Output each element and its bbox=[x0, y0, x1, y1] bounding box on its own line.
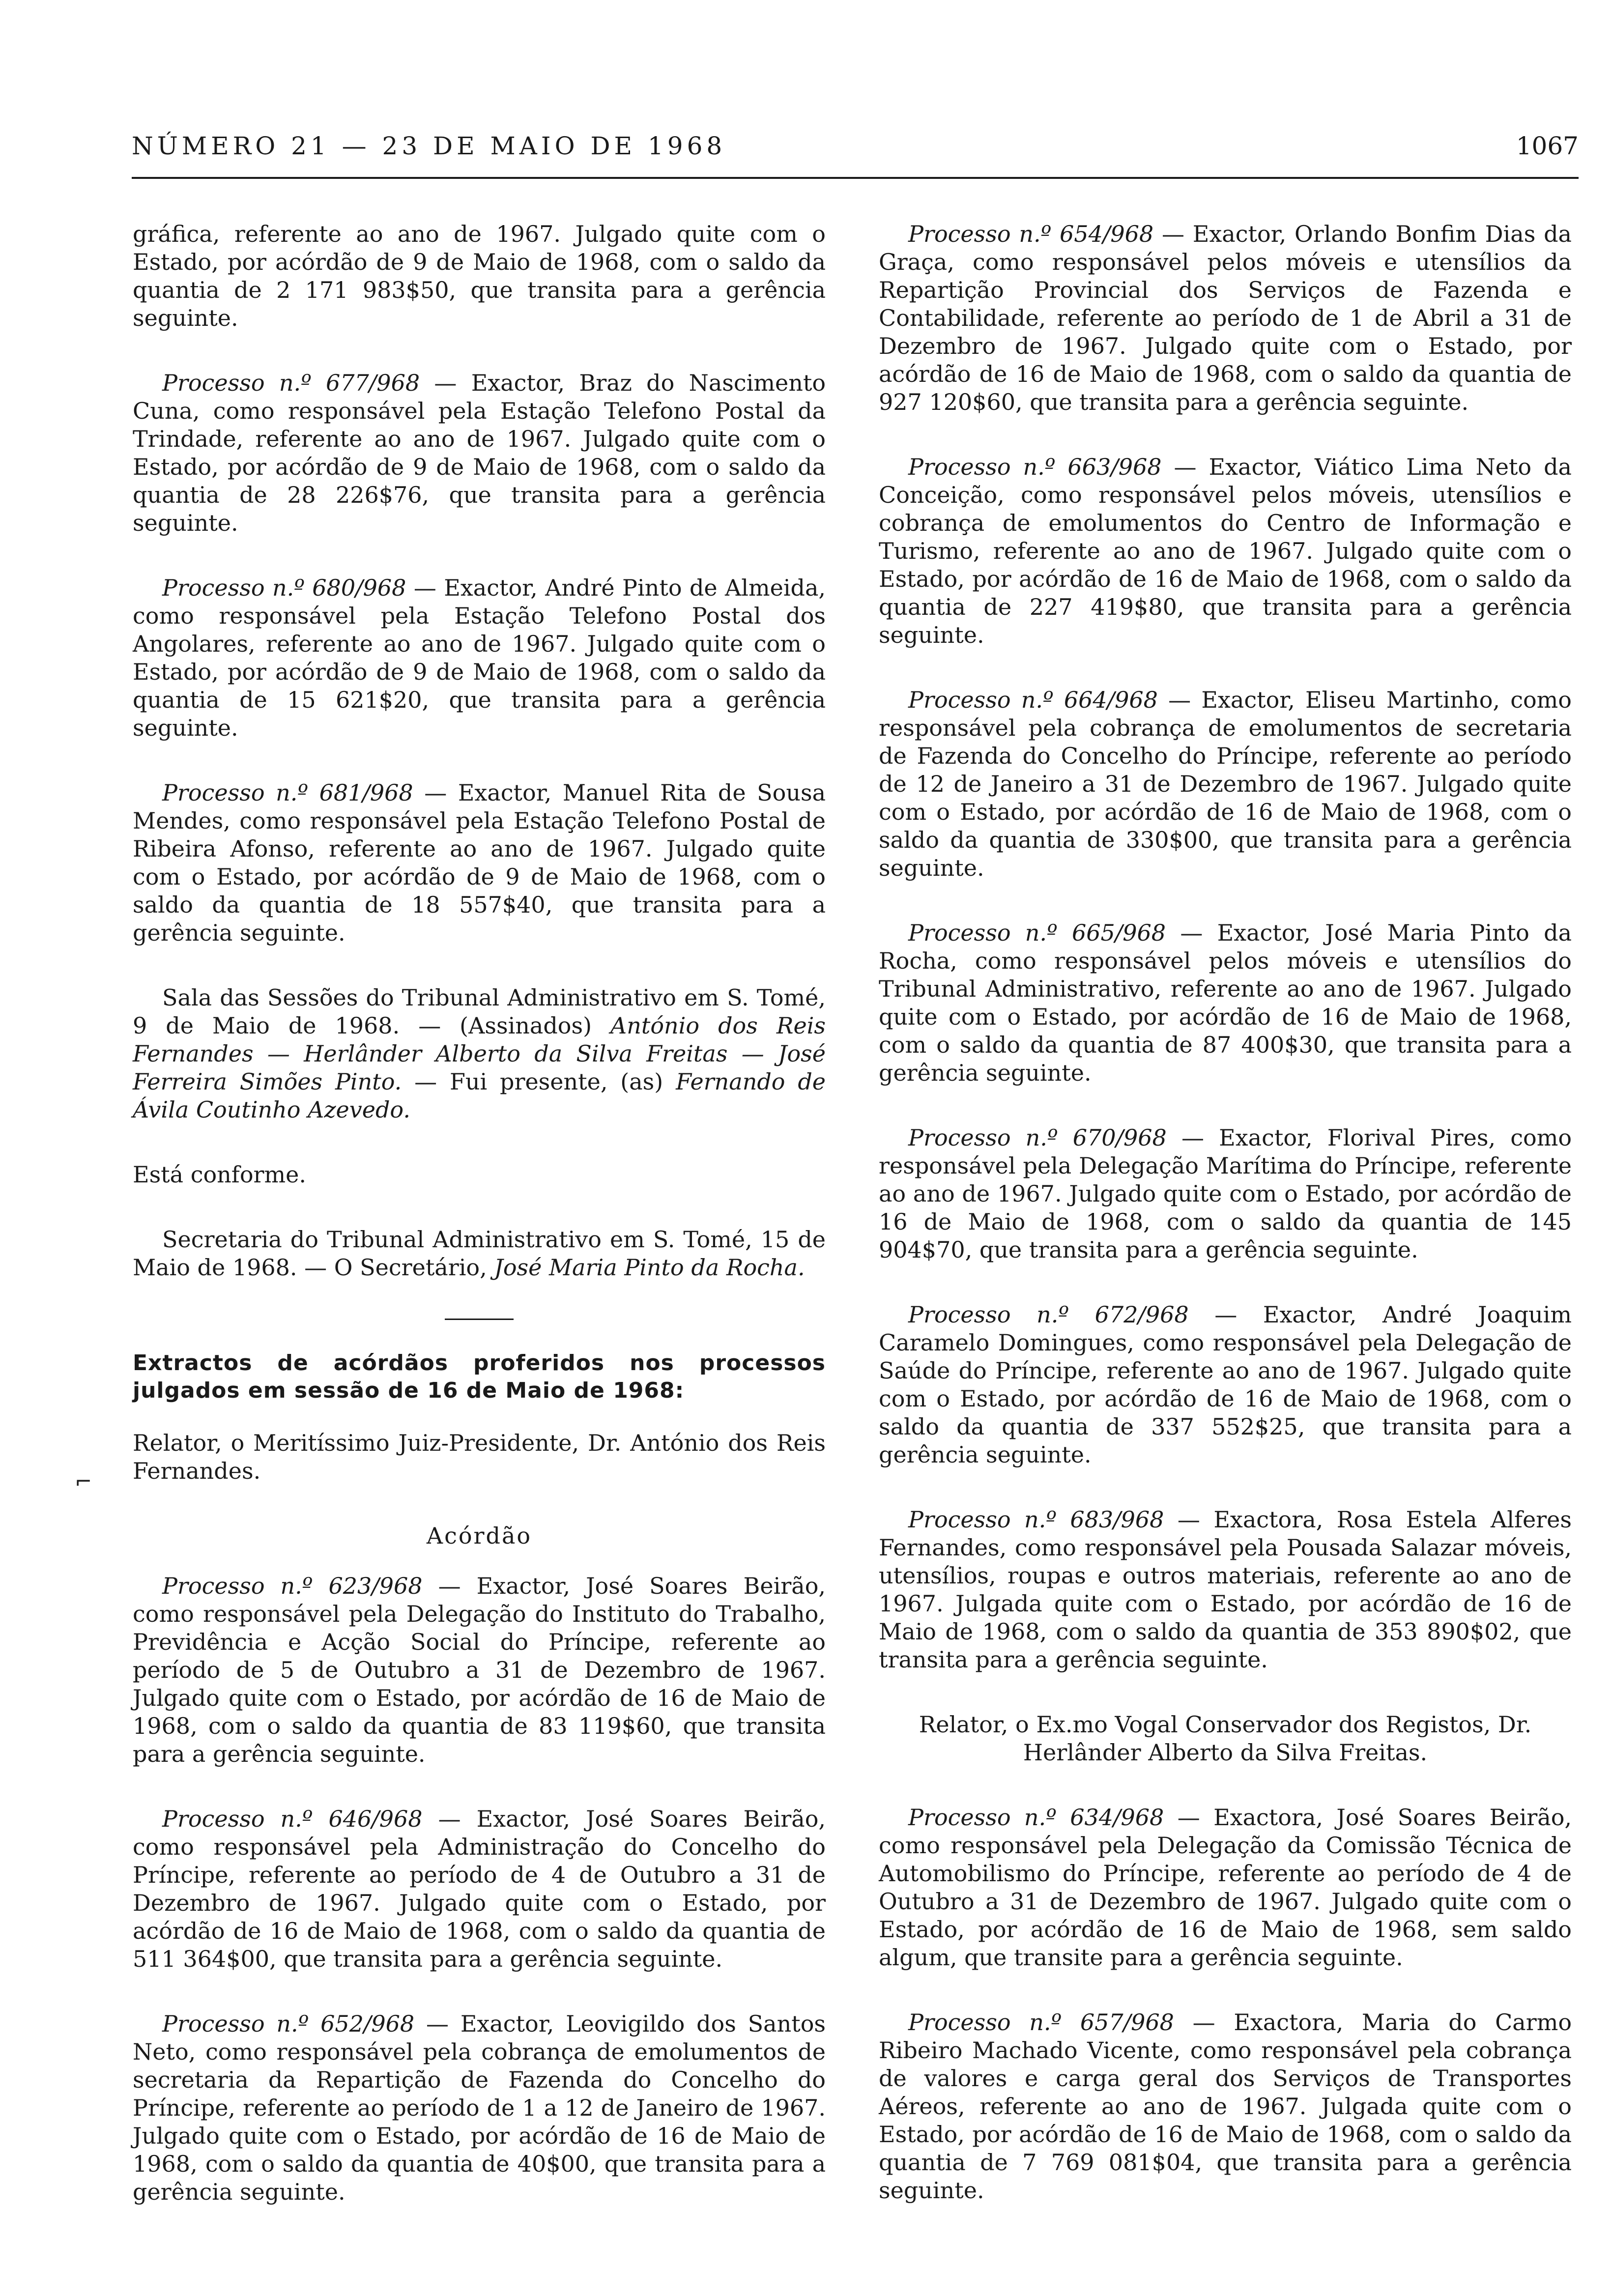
process-entry: Processo n.º 670/968 — Exactor, Florival Pires, como responsável pela Delegação Marítima do Príncipe, referente ao ano de 1967. Julgado quite com o Estado, por acórdão de 16 de Maio de 1968, com o saldo da quantia de 145 904$70, que transita para a gerência seguinte. bbox=[879, 1124, 1572, 1263]
process-entry: Processo n.º 672/968 — Exactor, André Joaquim Caramelo Domingues, como responsável pela Delegação de Saúde do Príncipe, referente ao ano de 1967. Julgado quite com o Estado, por acórdão de 16 de Maio de 1968, com o saldo da quantia de 337 552$25, que transita para a gerência seguinte. bbox=[879, 1301, 1572, 1468]
process-entry: Processo n.º 634/968 — Exactora, José Soares Beirão, como responsável pela Delegação da Comissão Técnica de Automobilismo do Príncipe, referente ao período de 4 de Outubro a 31 de Dezembro de 1967. Julgado quite com o Estado, por acórdão de 16 de Maio de 1968, sem saldo algum, que transite para a gerência seguinte. bbox=[879, 1804, 1572, 1971]
left-column bbox=[133, 220, 826, 2243]
header-rule bbox=[132, 177, 1579, 179]
margin-mark-icon: ⌐ bbox=[75, 1469, 92, 1493]
process-entry: Processo n.º 681/968 — Exactor, Manuel Rita de Sousa Mendes, como responsável pela Estação Telefono Postal de Ribeira Afonso, referente ao ano de 1967. Julgado quite com o Estado, por acórdão de 9 de Maio de 1968, com o saldo da quantia de 18 557$40, que transita para a gerência seguinte. bbox=[133, 779, 826, 946]
process-entry: Processo n.º 654/968 — Exactor, Orlando Bonfim Dias da Graça, como responsável pelos móveis e utensílios da Repartição Provincial dos Serviços de Fazenda e Contabilidade, referente ao período de 1 de Abril a 31 de Dezembro de 1967. Julgado quite com o Estado, por acórdão de 16 de Maio de 1968, com o saldo da quantia de 927 120$60, que transita para a gerência seguinte. bbox=[879, 221, 1572, 415]
secretariat-paragraph: Secretaria do Tribunal Administrativo em S. Tomé, 15 de Maio de 1968. — O Secretário, José Maria Pinto da Rocha. bbox=[133, 1226, 826, 1281]
process-entry: Processo n.º 646/968 — Exactor, José Soares Beirão, como responsável pela Administração do Concelho do Príncipe, referente ao período de 4 de Outubro a 31 de Dezembro de 1967. Julgado quite com o Estado, por acórdão de 16 de Maio de 1968, com o saldo da quantia de 511 364$00, que transita para a gerência seguinte. bbox=[133, 1806, 826, 1972]
section-separator bbox=[445, 1319, 514, 1320]
right-column bbox=[879, 220, 1572, 2241]
intro-paragraph: gráfica, referente ao ano de 1967. Julgado quite com o Estado, por acórdão de 9 de Maio de 1968, com o saldo da quantia de 2 171 983$50, que transita para a gerência seguinte. bbox=[133, 221, 826, 331]
acordao-heading: Acórdão bbox=[426, 1522, 532, 1549]
process-entry: Processo n.º 623/968 — Exactor, José Soares Beirão, como responsável pela Delegação do Instituto do Trabalho, Previdência e Acção Social do Príncipe, referente ao período de 5 de Outubro a 31 de Dezembro de 1967. Julgado quite com o Estado, por acórdão de 16 de Maio de 1968, com o saldo da quantia de 83 119$60, que transita para a gerência seguinte. bbox=[133, 1573, 826, 1767]
process-entry: Processo n.º 677/968 — Exactor, Braz do Nascimento Cuna, como responsável pela Estação Telefono Postal da Trindade, referente ao ano de 1967. Julgado quite com o Estado, por acórdão de 9 de Maio de 1968, com o saldo da quantia de 28 226$76, que transita para a gerência seguinte. bbox=[133, 370, 826, 536]
page-header bbox=[132, 132, 1579, 161]
process-entry: Processo n.º 657/968 — Exactora, Maria do Carmo Ribeiro Machado Vicente, como responsável pela cobrança de valores e carga geral dos Serviços de Transportes Aéreos, referente ao ano de 1967. Julgada quite com o Estado, por acórdão de 16 de Maio de 1968, com o saldo da quantia de 7 769 081$04, que transita para a gerência seguinte. bbox=[879, 2009, 1572, 2204]
conforme-note: Está conforme. bbox=[133, 1161, 306, 1188]
process-entry: Processo n.º 680/968 — Exactor, André Pinto de Almeida, como responsável pela Estação Telefono Postal dos Angolares, referente ao ano de 1967. Julgado quite com o Estado, por acórdão de 9 de Maio de 1968, com o saldo da quantia de 15 621$20, que transita para a gerência seguinte. bbox=[133, 574, 826, 741]
process-entry: Processo n.º 665/968 — Exactor, José Maria Pinto da Rocha, como responsável pelos móveis e utensílios do Tribunal Administrativo, referente ao ano de 1967. Julgado quite com o Estado, por acórdão de 16 de Maio de 1968, com o saldo da quantia de 87 400$30, que transita para a gerência seguinte. bbox=[879, 919, 1572, 1086]
session-paragraph: Sala das Sessões do Tribunal Administrativo em S. Tomé, 9 de Maio de 1968. — (Assinados) António dos Reis Fernandes — Herlânder Alberto da Silva Freitas — José Ferreira Simões Pinto. — Fui presente, (as) Fernando de Ávila Coutinho Azevedo. bbox=[133, 984, 826, 1123]
process-entry: Processo n.º 664/968 — Exactor, Eliseu Martinho, como responsável pela cobrança de emolumentos de secretaria de Fazenda do Concelho do Príncipe, referente ao período de 12 de Janeiro a 31 de Dezembro de 1967. Julgado quite com o Estado, por acórdão de 16 de Maio de 1968, com o saldo da quantia de 330$00, que transita para a gerência seguinte. bbox=[879, 687, 1572, 881]
extracts-heading: Extractos de acórdãos proferidos nos processos julgados em sessão de 16 de Maio de 1968: bbox=[133, 1350, 826, 1403]
process-entry: Processo n.º 663/968 — Exactor, Viático Lima Neto da Conceição, como responsável pelos móveis, utensílios e cobrança de emolumentos do Centro de Informação e Turismo, referente ao ano de 1967. Julgado quite com o Estado, por acórdão de 16 de Maio de 1968, com o saldo da quantia de 227 419$80, que transita para a gerência seguinte. bbox=[879, 454, 1572, 648]
relator-line: Relator, o Ex.mo Vogal Conservador dos Registos, Dr. Herlânder Alberto da Silva Freitas. bbox=[919, 1711, 1532, 1766]
page-number: 1067 bbox=[1516, 132, 1579, 160]
process-entry: Processo n.º 683/968 — Exactora, Rosa Estela Alferes Fernandes, como responsável pela Pousada Salazar móveis, utensílios, roupas e outros materiais, referente ao ano de 1967. Julgada quite com o Estado, por acórdão de 16 de Maio de 1968, com o saldo da quantia de 353 890$02, que transita para a gerência seguinte. bbox=[879, 1506, 1572, 1673]
process-entry: Processo n.º 652/968 — Exactor, Leovigildo dos Santos Neto, como responsável pela cobrança de emolumentos de secretaria da Repartição de Fazenda do Concelho do Príncipe, referente ao período de 1 a 12 de Janeiro de 1967. Julgado quite com o Estado, por acórdão de 16 de Maio de 1968, com o saldo da quantia de 40$00, que transita para a gerência seguinte. bbox=[133, 2010, 826, 2205]
issue-title: NÚMERO 21 — 23 DE MAIO DE 1968 bbox=[132, 132, 726, 160]
relator-line: Relator, o Meritíssimo Juiz-Presidente, Dr. António dos Reis Fernandes. bbox=[133, 1430, 826, 1484]
